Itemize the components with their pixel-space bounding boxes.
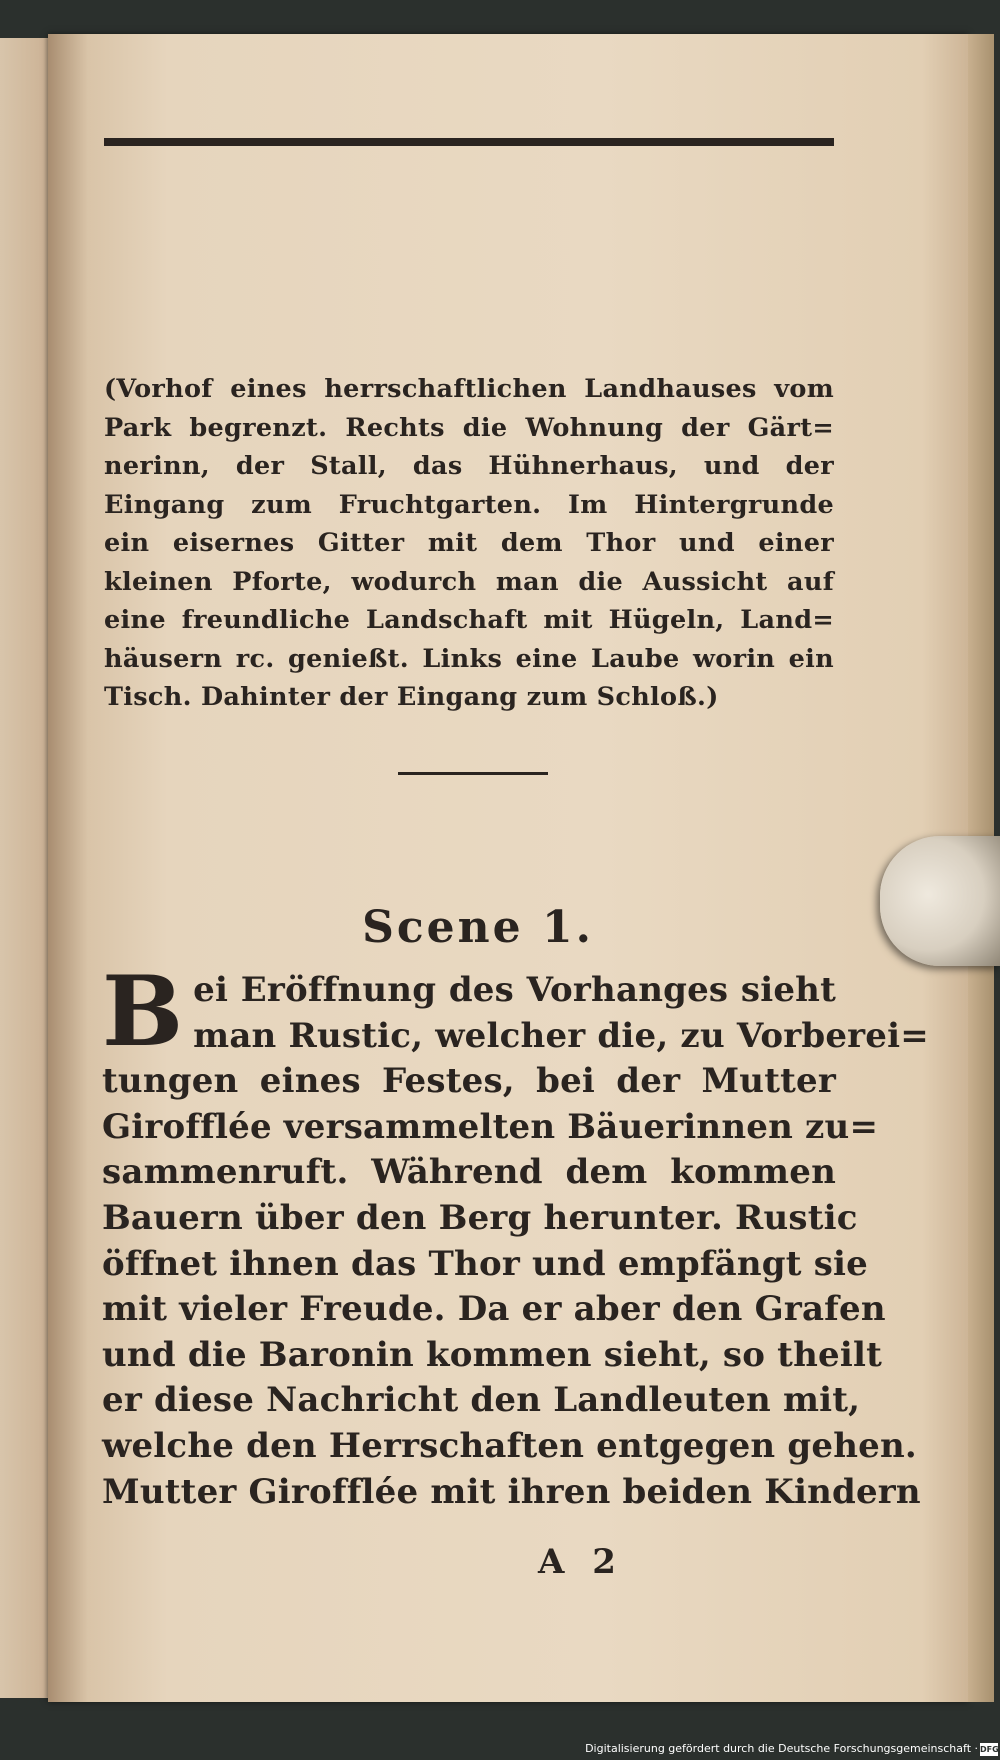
scene-title: Scene 1. — [362, 902, 594, 953]
stage-direction-line: kleinen Pforte, wodurch man die Aussicht auf — [104, 566, 834, 597]
stage-direction-line: häusern rc. genießt. Links eine Laube worin ein — [104, 643, 834, 674]
scene-body — [102, 955, 929, 1515]
drop-cap: B — [102, 955, 184, 1068]
stage-direction-line: nerinn, der Stall, das Hühnerhaus, und der — [104, 451, 834, 481]
section-divider — [398, 772, 548, 775]
body-line: Bauern über den Berg herunter. Rustic — [102, 1197, 858, 1238]
body-line: Mutter Girofflée mit ihren beiden Kindern — [102, 1471, 921, 1512]
dfg-logo-icon: DFG — [980, 1745, 999, 1754]
body-line: Girofflée versammelten Bäuerinnen zu= — [102, 1106, 879, 1147]
body-line: er diese Nachricht den Landleuten mit, — [102, 1380, 861, 1421]
body-line: sammenruft. Während dem kommen — [102, 1152, 836, 1193]
body-line: tungen eines Festes, bei der Mutter — [102, 1061, 836, 1102]
body-line: welche den Herrschaften entgegen gehen. — [102, 1425, 917, 1466]
book-page — [48, 34, 968, 1702]
page-signature: A 2 — [538, 1542, 624, 1582]
body-line: ei Eröffnung des Vorhanges sieht — [193, 970, 836, 1010]
body-line: mit vieler Freude. Da er aber den Grafen — [102, 1289, 886, 1330]
body-line: man Rustic, welcher die, zu Vorberei= — [193, 1015, 929, 1056]
stage-direction — [104, 370, 834, 717]
magnifier-lens-icon — [880, 836, 1000, 966]
stage-direction-line: Tisch. Dahinter der Eingang zum Schloß.) — [104, 682, 719, 712]
body-line: und die Baronin kommen sieht, so theilt — [102, 1334, 882, 1375]
stage-direction-line: eine freundliche Landschaft mit Hügeln, Land= — [104, 605, 834, 635]
stage-direction-line: Park begrenzt. Rechts die Wohnung der Gärt= — [104, 412, 834, 443]
funding-notice: Digitalisierung gefördert durch die Deutsche Forschungsgemeinschaft · — [585, 1742, 978, 1755]
stage-direction-line: (Vorhof eines herrschaftlichen Landhauses vom — [104, 374, 834, 404]
stage-direction-line: Eingang zum Fruchtgarten. Im Hintergrunde — [104, 489, 834, 520]
header-rule — [104, 138, 834, 146]
body-line: öffnet ihnen das Thor und empfängt sie — [102, 1243, 869, 1284]
stage-direction-line: ein eisernes Gitter mit dem Thor und einer — [104, 528, 834, 558]
